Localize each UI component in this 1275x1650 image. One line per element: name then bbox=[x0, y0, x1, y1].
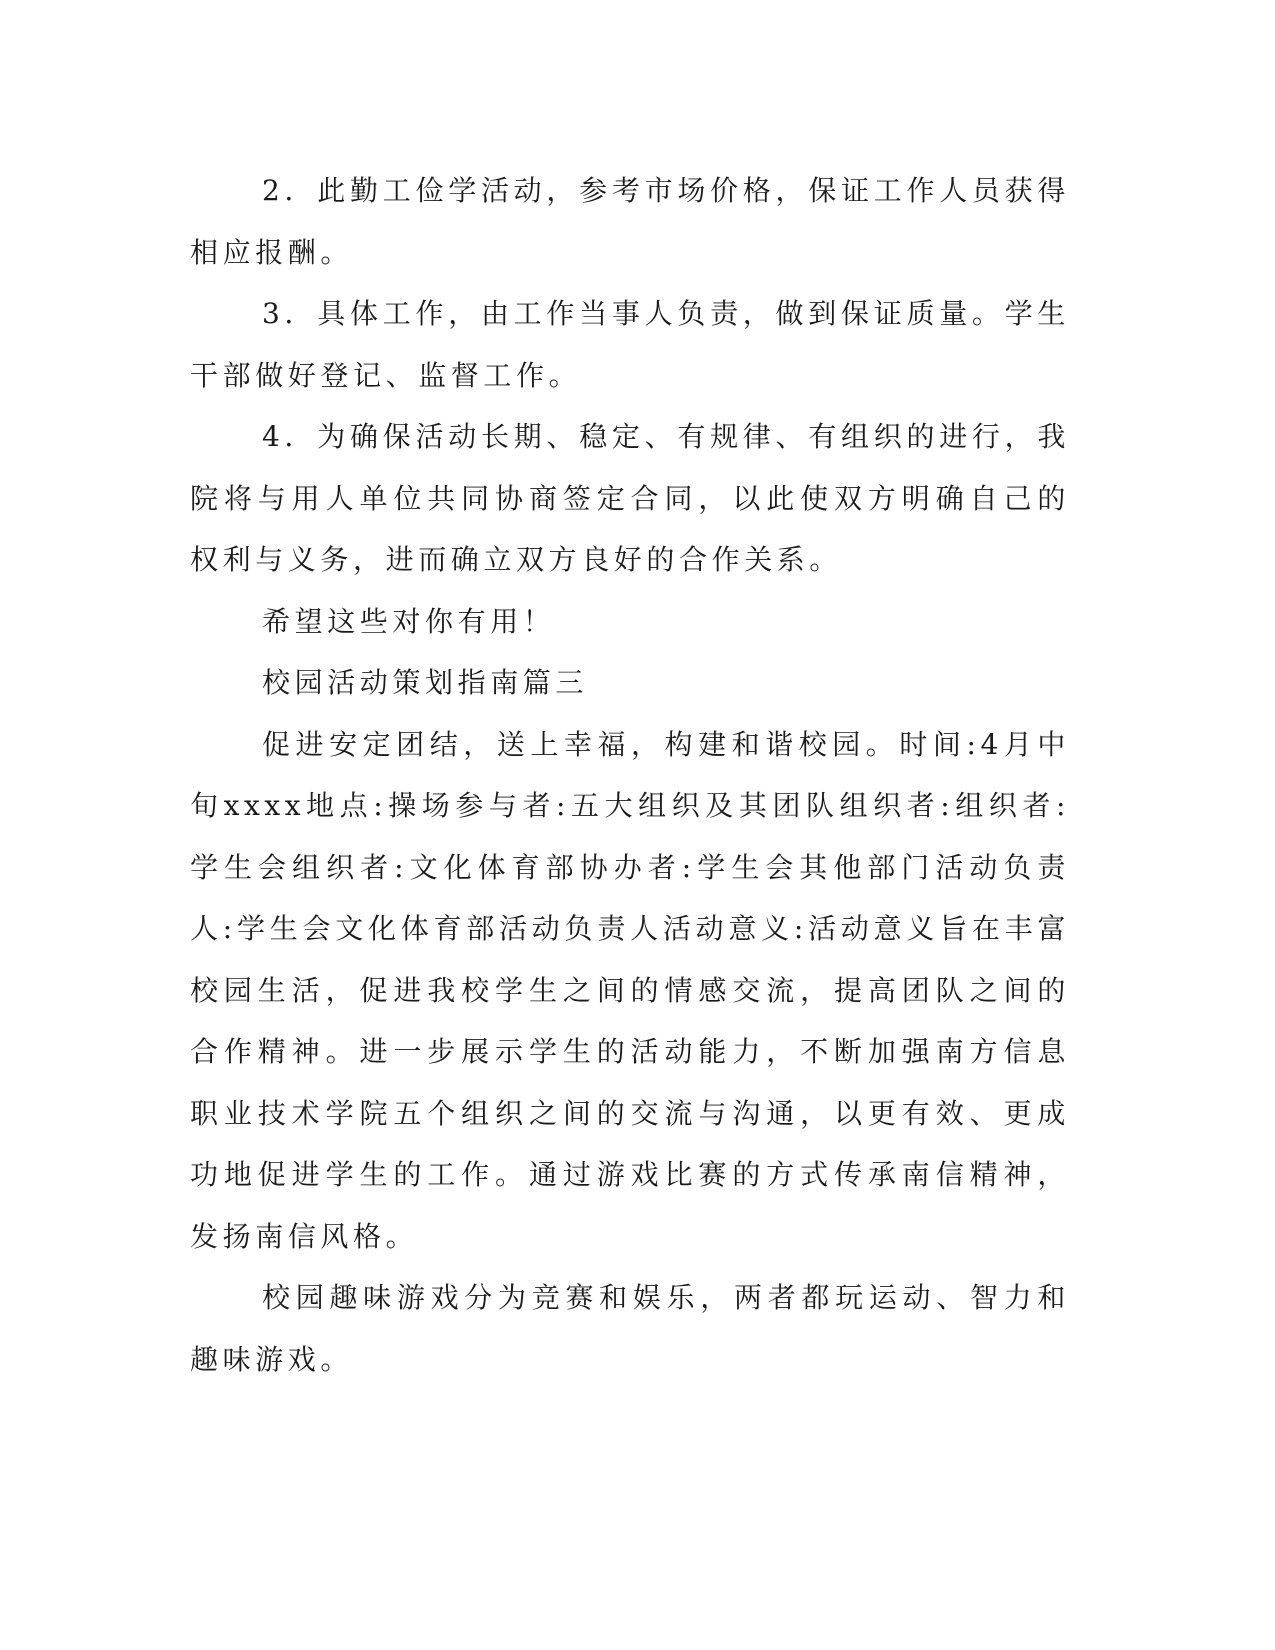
document-body bbox=[190, 160, 1070, 1390]
paragraph-item-3: 3．具体工作，由工作当事人负责，做到保证质量。学生干部做好登记、监督工作。 bbox=[190, 297, 1070, 392]
closing-remark: 希望这些对你有用！ bbox=[262, 604, 556, 638]
section-heading: 校园活动策划指南篇三 bbox=[262, 666, 589, 699]
paragraph-item-2: 2．此勤工俭学活动，参考市场价格，保证工作人员获得相应报酬。 bbox=[190, 174, 1070, 269]
paragraph-item-4: 4．为确保活动长期、稳定、有规律、有组织的进行，我院将与用人单位共同协商签定合同，以此使双方明确自己的权利与义务，进而确立双方良好的合作关系。 bbox=[190, 420, 1070, 576]
activity-description: 促进安定团结，送上幸福，构建和谐校园。时间:4月中旬xxxx地点:操场参与者:五大组织及其团队组织者:组织者:学生会组织者:文化体育部协办者:学生会其他部门活动负责人:学生会文化体育部活动负责人活动意义:活动意义旨在丰富校园生活，促进我校学生之间的情感交流，提高团队之间的合作精神。进一步展示学生的活动能力，不断加强南方信息职业技术学院五个组织之间的交流与沟通，以更有效、更成功地促进学生的工作。通过游戏比赛的方式传承南信精神，发扬南信风格。 bbox=[190, 727, 1070, 1253]
game-categories: 校园趣味游戏分为竞赛和娱乐，两者都玩运动、智力和趣味游戏。 bbox=[190, 1281, 1070, 1376]
